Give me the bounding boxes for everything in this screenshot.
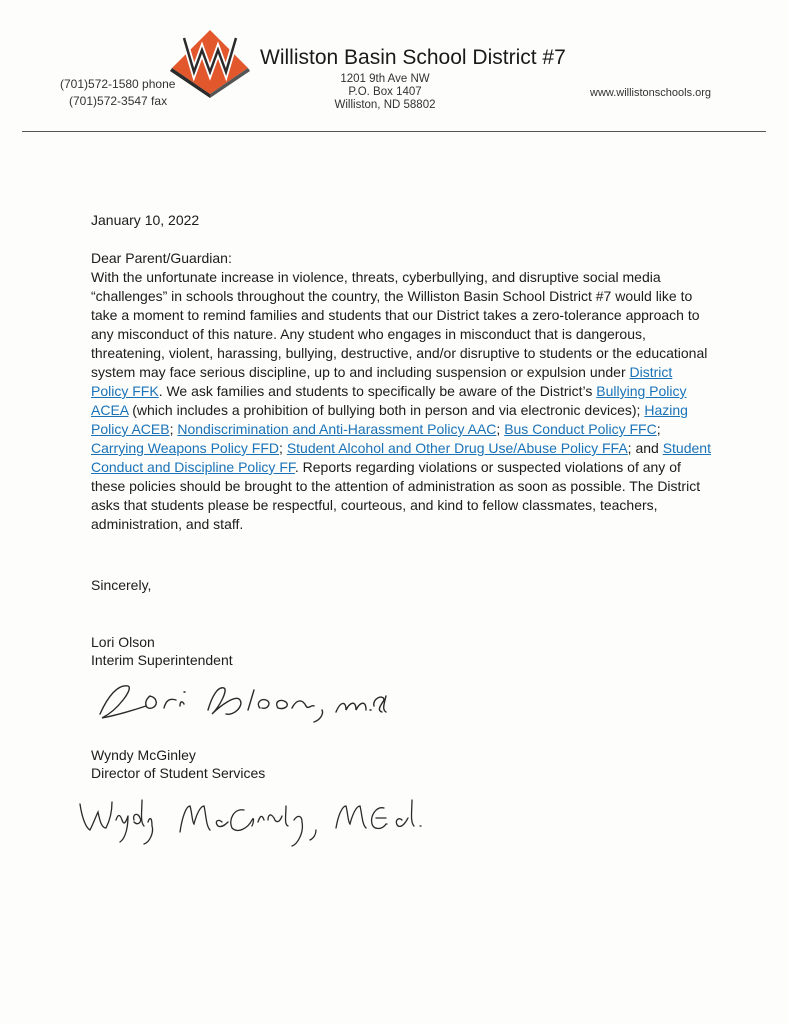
- policy-ffd-link[interactable]: Carrying Weapons Policy FFD: [91, 440, 280, 456]
- wbsd-logo-icon: [170, 28, 250, 98]
- policy-acea-link[interactable]: Bullying Policy ACEA: [91, 383, 687, 418]
- district-name: Williston Basin School District #7: [260, 46, 566, 69]
- header-divider: [22, 131, 766, 132]
- paragraph-text: . Reports regarding violations or suspected violations of any of these policies should be brought to the attention of administration as soon as possible. The District asks that students please be respectful, courteous, and kind to fellow classmates, teachers, administration, and staff.: [91, 459, 701, 532]
- salutation: Dear Parent/Guardian:: [91, 250, 232, 266]
- separator-text: ; and: [627, 440, 663, 456]
- letter-date: January 10, 2022: [91, 212, 200, 228]
- policy-ffk-link[interactable]: District Policy FFK: [91, 364, 673, 399]
- separator-text: ;: [496, 421, 505, 437]
- policy-aac-link[interactable]: Nondiscrimination and Anti-Harassment Policy AAC: [177, 421, 497, 437]
- signatory-title: Director of Student Services: [91, 765, 266, 781]
- fax-number: (701)572-3547 fax: [69, 94, 168, 108]
- signature-wyndy-mcginley: [72, 792, 452, 854]
- phone-number: (701)572-1580 phone: [60, 77, 176, 91]
- paragraph-text: With the unfortunate increase in violence, threats, cyberbullying, and disruptive social media “challenges” in schools throughout the country, the Williston Basin School District #7 would like to take a moment to remind families and students that our District takes a zero-tolerance approach to any misconduct of this nature. Any student who engages in misconduct that is dangerous, threatening, violent, harassing, bullying, destructive, and/or disruptive to students or the educational system may face serious discipline, up to and including suspension or expulsion under: [91, 269, 708, 380]
- paragraph-text: . We ask families and students to specifically be aware of the District’s: [158, 383, 597, 399]
- address-line-1: 1201 9th Ave NW: [340, 73, 430, 85]
- signatory-name: Wyndy McGinley: [91, 747, 196, 763]
- separator-text: ;: [279, 440, 287, 456]
- policy-aceb-link[interactable]: Hazing Policy ACEB: [91, 402, 688, 437]
- signatory-title: Interim Superintendent: [91, 652, 233, 668]
- website: www.willistonschools.org: [590, 87, 712, 99]
- address-line-3: Williston, ND 58802: [334, 99, 436, 111]
- closing: Sincerely,: [91, 577, 152, 593]
- letterhead: [0, 0, 788, 132]
- policy-ffa-link[interactable]: Student Alcohol and Other Drug Use/Abuse Policy FFA: [286, 440, 628, 456]
- separator-text: ;: [169, 421, 178, 437]
- separator-text: ;: [656, 421, 661, 437]
- signature-lori-olson: [88, 676, 388, 728]
- policy-ffc-link[interactable]: Bus Conduct Policy FFC: [504, 421, 657, 437]
- signatory-name: Lori Olson: [91, 634, 155, 650]
- letter-paragraph: [91, 268, 711, 534]
- policy-ff-link[interactable]: Student Conduct and Discipline Policy FF: [91, 440, 711, 475]
- address-line-2: P.O. Box 1407: [348, 86, 422, 98]
- paragraph-text: (which includes a prohibition of bullying both in person and via electronic devices);: [128, 402, 645, 418]
